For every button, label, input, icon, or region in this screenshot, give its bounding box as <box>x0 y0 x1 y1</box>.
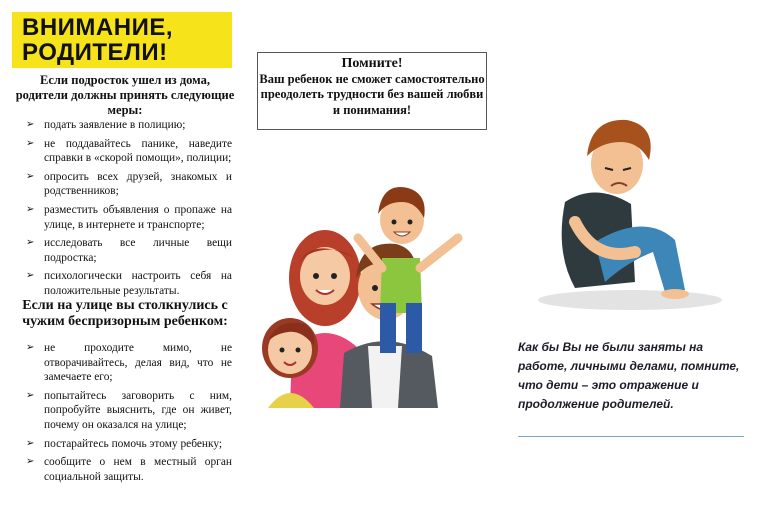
parent-measures-list <box>26 118 232 303</box>
list-item: ➢ опросить всех друзей, знакомых и родственников; <box>26 170 232 198</box>
remember-box <box>257 52 487 130</box>
title-line-2: РОДИТЕЛИ! <box>22 39 168 66</box>
arrow-bullet-icon: ➢ <box>26 119 35 130</box>
remember-text: Ваш ребенок не сможет самостоятельно преодолеть трудности без вашей любви и понимания! <box>259 71 485 117</box>
arrow-bullet-icon: ➢ <box>26 437 35 449</box>
list-item: ➢ не поддавайтесь панике, наведите справки в «скорой помощи», полиции; <box>26 137 232 165</box>
closing-quote: Как бы Вы не были заняты на работе, личными делами, помните, что дети – это отражение и продолжение родителей. <box>518 340 740 411</box>
list-item: ➢ сообщите о нем в местный орган социальной защиты. <box>26 456 232 483</box>
arrow-bullet-icon: ➢ <box>26 237 35 249</box>
family-illustration <box>262 178 484 408</box>
list-item: ➢ разместить объявления о пропаже на улице, в интернете и транспорте; <box>26 203 232 231</box>
arrow-bullet-icon: ➢ <box>26 270 35 282</box>
arrow-bullet-icon: ➢ <box>26 170 35 182</box>
list-item: ➢ исследовать все личные вещи подростка; <box>26 237 232 264</box>
arrow-bullet-icon: ➢ <box>26 456 35 468</box>
list-item: ➢ не проходите мимо, не отворачивайтесь, делая вид, что не замечаете его; <box>26 342 232 384</box>
arrow-bullet-icon: ➢ <box>26 203 35 215</box>
remember-title: Помните! <box>341 56 403 71</box>
arrow-bullet-icon: ➢ <box>26 137 35 149</box>
list-item: ➢ психологически настроить себя на положительные результаты. <box>26 270 232 297</box>
arrow-bullet-icon: ➢ <box>26 389 35 401</box>
list-item: ➢ попытайтесь заговорить с ним, попробуйте выяснить, где он живет, почему он оказался на улице; <box>26 389 232 431</box>
arrow-bullet-icon: ➢ <box>26 342 35 353</box>
title-banner <box>12 12 232 68</box>
intro-text: Если подросток ушел из дома, родители должны принять следующие меры: <box>15 73 235 117</box>
sad-teen-illustration <box>535 112 725 312</box>
list-item: ➢ постарайтесь помочь этому ребенку; <box>26 437 223 450</box>
quote-underline <box>518 436 744 437</box>
title-line-1: ВНИМАНИЕ, <box>22 14 173 41</box>
list-item: ➢ подать заявление в полицию; <box>26 119 186 131</box>
street-child-heading: Если на улице вы столкнулись с чужим беспризорным ребенком: <box>22 298 228 329</box>
street-child-list <box>26 341 232 488</box>
